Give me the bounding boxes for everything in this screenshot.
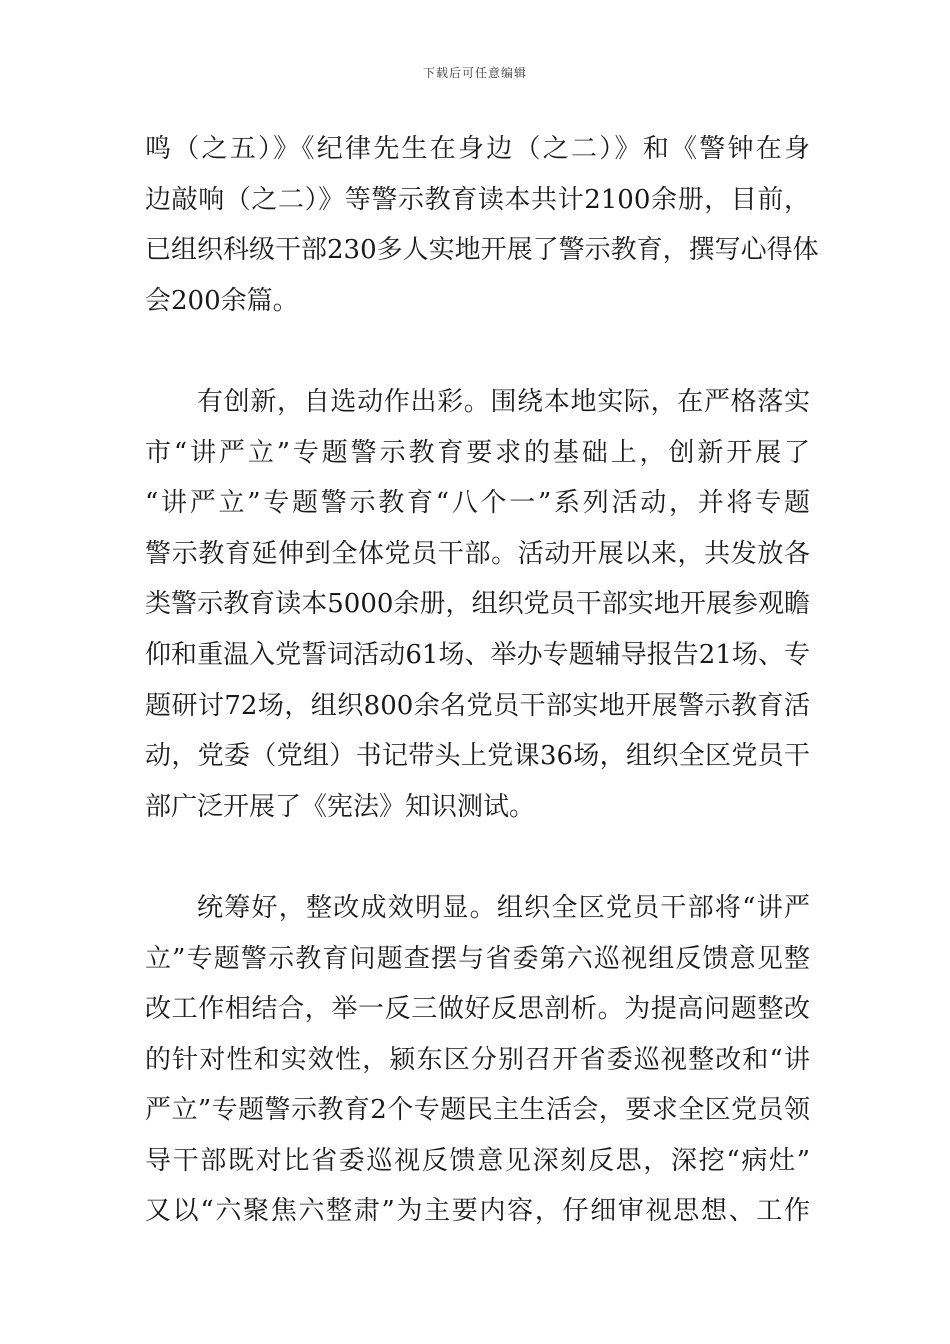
paragraph-line: 有创新，自选动作出彩。围绕本地实际，在严格落实 — [197, 386, 810, 417]
paragraph-line: 鸣（之五）》《纪律先生在身边（之二）》和《警钟在身 — [145, 134, 810, 164]
paragraph-2 — [145, 377, 810, 832]
paragraph-line: 类警示教育读本5000余册，组织党员干部实地开展参观瞻 — [145, 589, 810, 620]
paragraph-line: 又以“六聚焦六整肃”为主要内容，仔细审视思想、工作 — [145, 1196, 810, 1227]
paragraph-line: 动，党委（党组）书记带头上党课36场，组织全区党员干 — [145, 741, 810, 772]
paragraph-line: 题研讨72场，组织800余名党员干部实地开展警示教育活 — [145, 690, 810, 721]
paragraph-line: 的针对性和实效性，颍东区分别召开省委巡视整改和“讲 — [145, 1044, 810, 1075]
paragraph-line: 统筹好，整改成效明显。组织全区党员干部将“讲严 — [197, 892, 810, 923]
paragraph-line: 立”专题警示教育问题查摆与省委第六巡视组反馈意见整 — [145, 943, 810, 974]
paragraph-line: 会200余篇。 — [145, 285, 299, 316]
paragraph-1 — [145, 124, 819, 326]
paragraph-line: 市“讲严立”专题警示教育要求的基础上，创新开展了 — [145, 437, 810, 468]
paragraph-line: “讲严立”专题警示教育“八个一”系列活动，并将专题 — [145, 488, 810, 519]
paragraph-3 — [145, 883, 810, 1237]
paragraph-line: 边敲响（之二）》等警示教育读本共计2100余册，目前， — [145, 184, 810, 215]
document-body — [145, 124, 819, 1237]
paragraph-line: 警示教育延伸到全体党员干部。活动开展以来，共发放各 — [145, 538, 810, 569]
paragraph-line: 仰和重温入党誓词活动61场、举办专题辅导报告21场、专 — [145, 639, 810, 670]
header-note: 下载后可任意编辑 — [422, 66, 527, 80]
paragraph-spacer — [145, 326, 810, 377]
paragraph-line: 部广泛开展了《宪法》知识测试。 — [145, 791, 536, 822]
paragraph-line: 改工作相结合，举一反三做好反思剖析。为提高问题整改 — [145, 994, 810, 1025]
paragraph-line: 导干部既对比省委巡视反馈意见深刻反思，深挖“病灶” — [145, 1145, 810, 1176]
paragraph-line: 严立”专题警示教育2个专题民主生活会，要求全区党员领 — [145, 1095, 810, 1126]
paragraph-line: 已组织科级干部230多人实地开展了警示教育，撰写心得体 — [145, 235, 819, 266]
paragraph-spacer — [145, 832, 810, 883]
